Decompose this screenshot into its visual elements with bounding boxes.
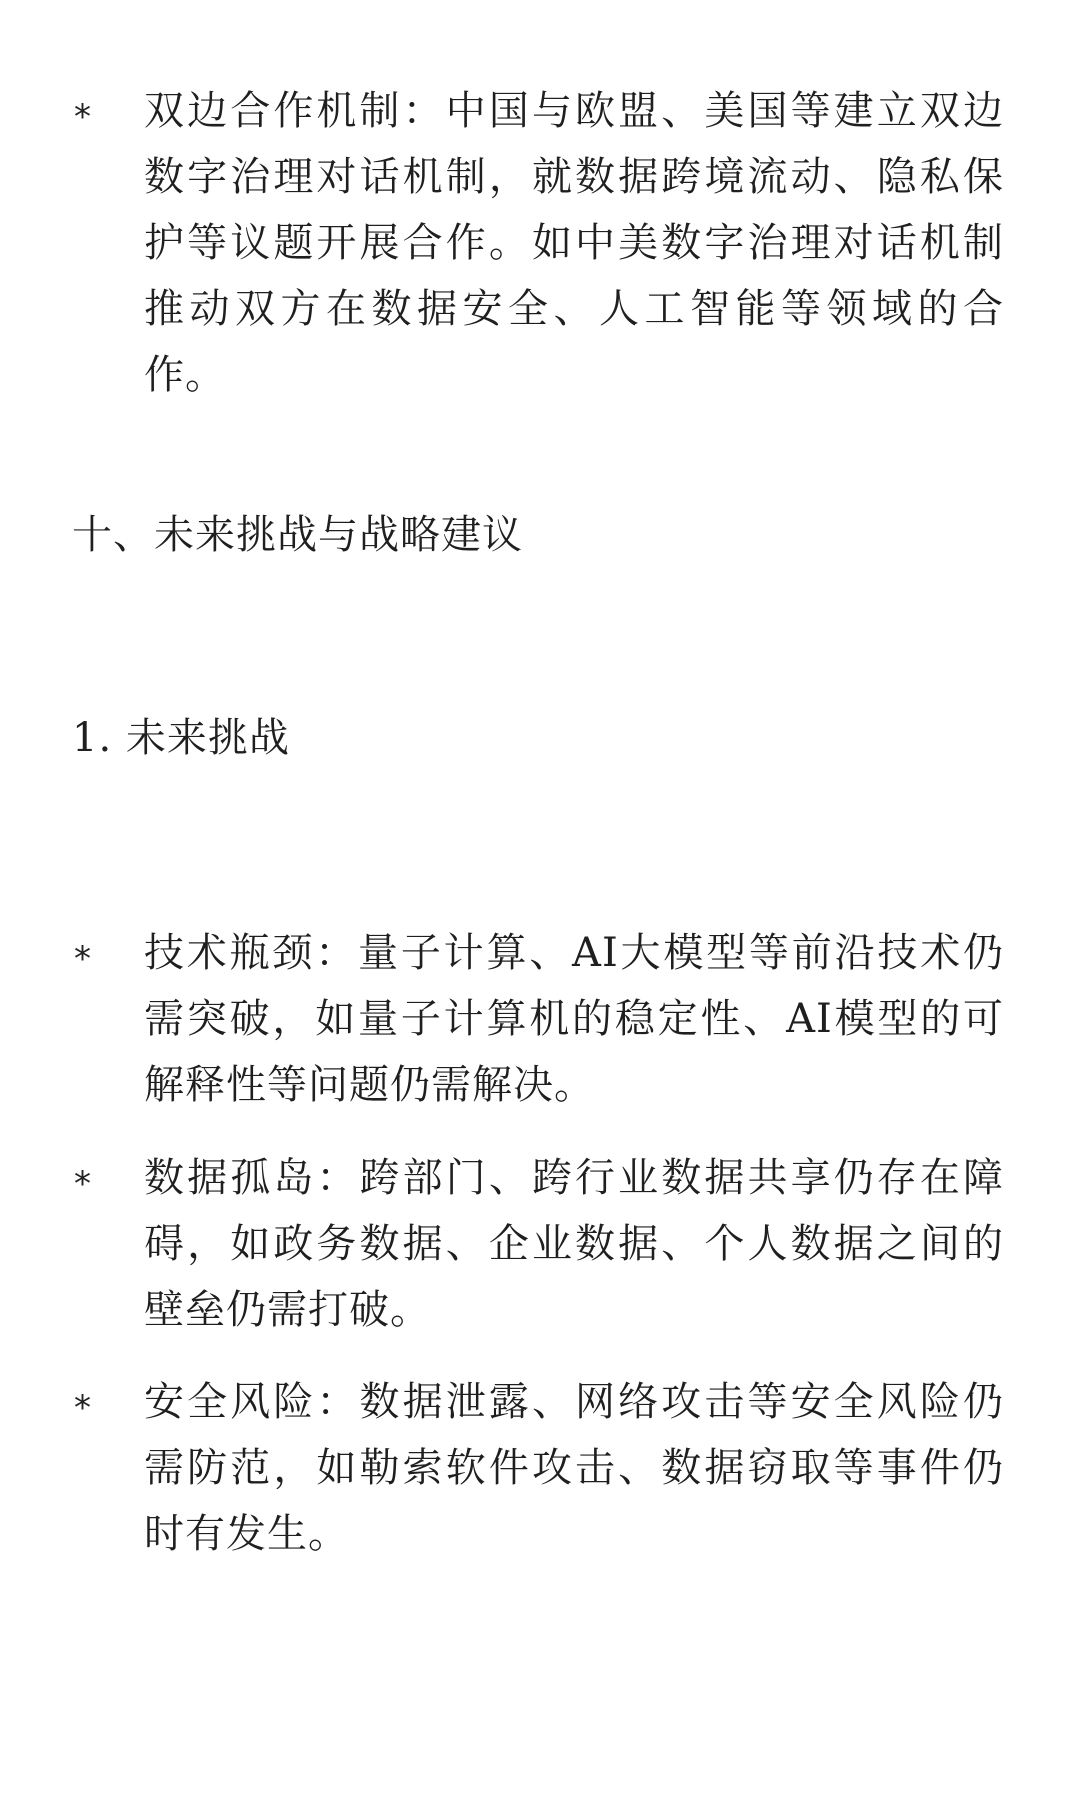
list-item-tech-bottleneck xyxy=(0,920,1080,1130)
list-item-text: 安全风险：数据泄露、网络攻击等安全风险仍需防范，如勒索软件攻击、数据窃取等事件仍时有发生。 xyxy=(144,1379,1004,1557)
list-item-data-silos xyxy=(0,1145,1080,1355)
bullet-asterisk-icon: * xyxy=(74,97,91,137)
subsection-heading: 1. 未来挑战 xyxy=(72,715,290,761)
list-item-bilateral-cooperation xyxy=(0,78,1080,398)
bullet-asterisk-icon: * xyxy=(74,1388,91,1428)
list-item-security-risk xyxy=(0,1369,1080,1579)
list-item-text: 数据孤岛：跨部门、跨行业数据共享仍存在障碍，如政务数据、企业数据、个人数据之间的壁垒仍需打破。 xyxy=(144,1155,1004,1333)
bullet-asterisk-icon: * xyxy=(74,1164,91,1204)
section-heading: 十、未来挑战与战略建议 xyxy=(72,512,523,558)
list-item-text: 双边合作机制：中国与欧盟、美国等建立双边数字治理对话机制，就数据跨境流动、隐私保护等议题开展合作。如中美数字治理对话机制推动双方在数据安全、人工智能等领域的合作。 xyxy=(144,88,1004,398)
list-item-text: 技术瓶颈：量子计算、AI大模型等前沿技术仍需突破，如量子计算机的稳定性、AI模型的可解释性等问题仍需解决。 xyxy=(144,930,1004,1108)
bullet-asterisk-icon: * xyxy=(74,939,91,979)
